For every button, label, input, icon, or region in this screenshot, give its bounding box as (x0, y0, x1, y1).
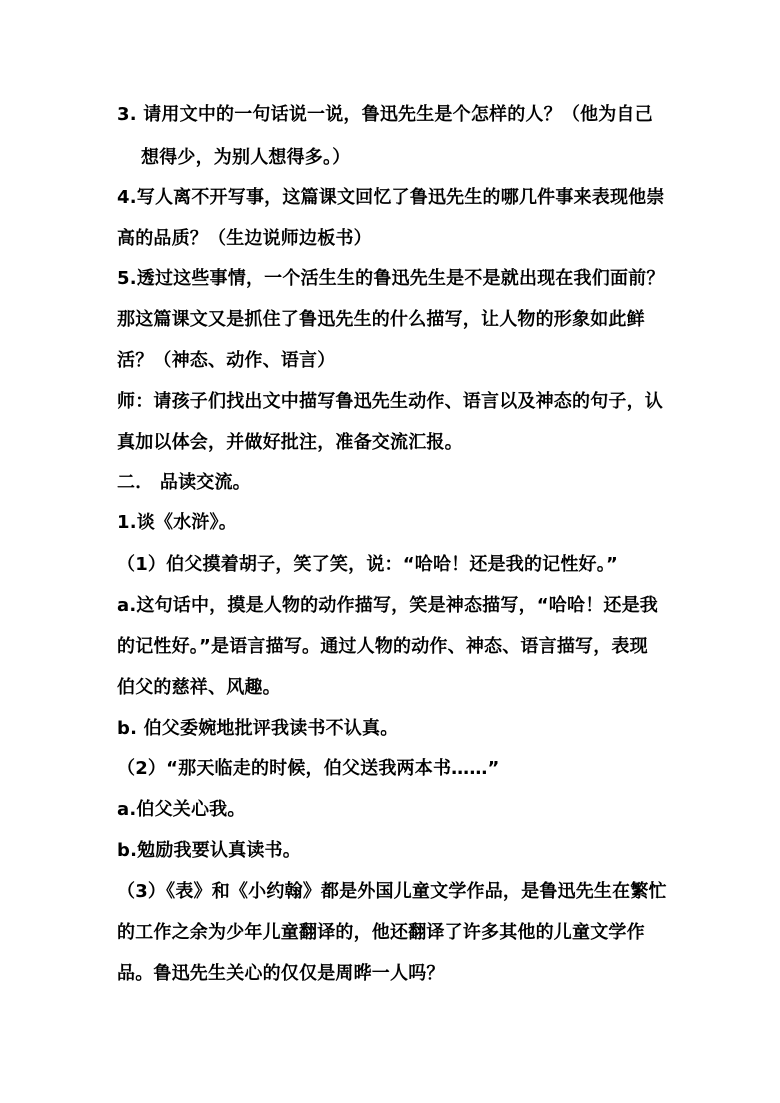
teacher-instruction-line-2: 真加以体会，并做好批注，准备交流汇报。 (117, 432, 463, 453)
item-3-line-2: 的工作之余为少年儿童翻译的，他还翻译了许多其他的儿童文学作 (117, 922, 645, 943)
question-5-line-2: 那这篇课文又是抓住了鲁迅先生的什么描写，让人物的形象如此鲜 (117, 309, 645, 330)
item-2-quote: （2）“那天临走的时候，伯父送我两本书……” (117, 758, 500, 779)
question-3-line-1: 3. 请用文中的一句话说一说，鲁迅先生是个怎样的人？（他为自己 (117, 104, 653, 125)
item-2b: b.勉励我要认真读书。 (117, 840, 301, 861)
question-3-line-2: 想得少，为别人想得多。） (141, 147, 351, 168)
item-1a-line-1: a.这句话中，摸是人物的动作描写，笑是神态描写，“哈哈！还是我 (117, 595, 659, 616)
item-2a: a.伯父关心我。 (117, 799, 246, 820)
item-1-quote: （1）伯父摸着胡子，笑了笑，说：“哈哈！还是我的记性好。” (117, 554, 618, 575)
item-1a-line-3: 伯父的慈祥、风趣。 (117, 677, 281, 698)
teacher-instruction-line-1: 师：请孩子们找出文中描写鲁迅先生动作、语言以及神态的句子，认 (117, 391, 663, 412)
question-4-line-2: 高的品质？（生边说师边板书） (117, 228, 372, 249)
question-5-line-1: 5.透过这些事情，一个活生生的鲁迅先生是不是就出现在我们面前？ (117, 268, 665, 289)
item-3-line-3: 品。鲁迅先生关心的仅仅是周晔一人吗？ (117, 963, 445, 984)
item-1a-line-2: 的记性好。”是语言描写。通过人物的动作、神态、语言描写，表现 (117, 636, 648, 657)
question-4-line-1: 4.写人离不开写事，这篇课文回忆了鲁迅先生的哪几件事来表现他崇 (117, 187, 665, 208)
section-2-heading: 二． 品读交流。 (117, 472, 251, 493)
subsection-1-heading: 1.谈《水浒》。 (117, 512, 237, 533)
item-3-line-1: （3）《表》和《小约翰》都是外国儿童文学作品，是鲁迅先生在繁忙 (117, 881, 667, 902)
question-5-line-3: 活？（神态、动作、语言） (117, 350, 336, 371)
item-1b: b. 伯父委婉地批评我读书不认真。 (117, 718, 399, 739)
